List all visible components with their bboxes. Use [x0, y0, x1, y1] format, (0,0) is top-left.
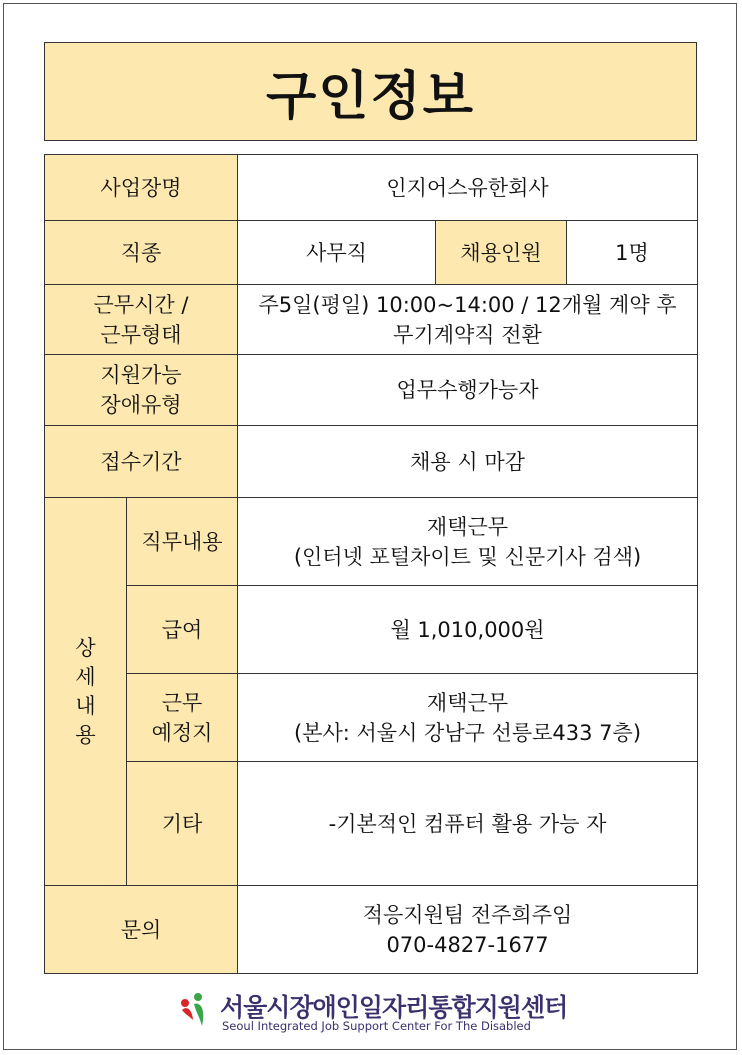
row-hours — [45, 285, 698, 355]
period-label: 접수기간 — [45, 426, 238, 498]
row-contact — [45, 886, 698, 974]
location-label — [127, 674, 238, 762]
contact-value-line1: 적응지원팀 전주희주임 — [362, 902, 573, 927]
disability-label — [45, 355, 238, 426]
job-info-table — [44, 154, 698, 974]
location-value — [238, 674, 698, 762]
disability-value: 업무수행가능자 — [238, 355, 698, 426]
row-duty — [45, 498, 698, 586]
person-logo-icon — [176, 990, 216, 1030]
location-value-line2: (본사: 서울시 강남구 선릉로433 7층) — [293, 720, 642, 745]
row-period — [45, 426, 698, 498]
hours-value-line2: 무기계약직 전환 — [393, 322, 542, 347]
page-title: 구인정보 — [266, 67, 475, 127]
row-company — [45, 155, 698, 221]
contact-label: 문의 — [45, 886, 238, 974]
location-label-line2: 예정지 — [151, 720, 213, 745]
row-location — [45, 674, 698, 762]
company-value: 인지어스유한회사 — [238, 155, 698, 221]
contact-value-line2: 070-4827-1677 — [386, 932, 549, 957]
hours-value-line1: 주5일(평일) 10:00~14:00 / 12개월 계약 후 — [258, 292, 677, 317]
job-label: 직종 — [45, 221, 238, 285]
job-value: 사무직 — [238, 221, 436, 285]
footer-org — [176, 988, 576, 1038]
pay-value: 월 1,010,000원 — [238, 586, 698, 674]
hire-count-value: 1명 — [567, 221, 698, 285]
disability-label-line1: 지원가능 — [100, 363, 182, 387]
org-name-en: Seoul Integrated Job Support Center For The Disabled — [222, 1019, 531, 1033]
pay-label: 급여 — [127, 586, 238, 674]
disability-label-line2: 장애유형 — [100, 393, 182, 417]
etc-label: 기타 — [127, 762, 238, 886]
row-etc — [45, 762, 698, 886]
hours-label — [45, 285, 238, 355]
detail-char-4: 용 — [75, 722, 96, 747]
detail-group-label — [45, 498, 127, 886]
detail-char-2: 세 — [75, 664, 96, 689]
location-value-line1: 재택근무 — [426, 690, 509, 715]
row-pay — [45, 586, 698, 674]
duty-value-line2: (인터넷 포털차이트 및 신문기사 검색) — [293, 544, 642, 569]
title-banner — [44, 42, 697, 141]
etc-value: -기본적인 컴퓨터 활용 가능 자 — [238, 762, 698, 886]
hours-label-line1: 근무시간 / — [93, 292, 189, 317]
detail-char-3: 내 — [75, 693, 96, 718]
duty-value-line1: 재택근무 — [426, 514, 509, 539]
hire-count-label: 채용인원 — [436, 221, 567, 285]
detail-char-1: 상 — [75, 635, 96, 660]
contact-value — [238, 886, 698, 974]
company-label: 사업장명 — [45, 155, 238, 221]
hours-value — [238, 285, 698, 355]
location-label-line1: 근무 — [161, 690, 203, 715]
period-value: 채용 시 마감 — [238, 426, 698, 498]
row-disability — [45, 355, 698, 426]
duty-value — [238, 498, 698, 586]
duty-label: 직무내용 — [127, 498, 238, 586]
org-name: 서울시장애인일자리통합지원센터 — [220, 993, 568, 1022]
hours-label-line2: 근무형태 — [100, 322, 182, 347]
row-job — [45, 221, 698, 285]
